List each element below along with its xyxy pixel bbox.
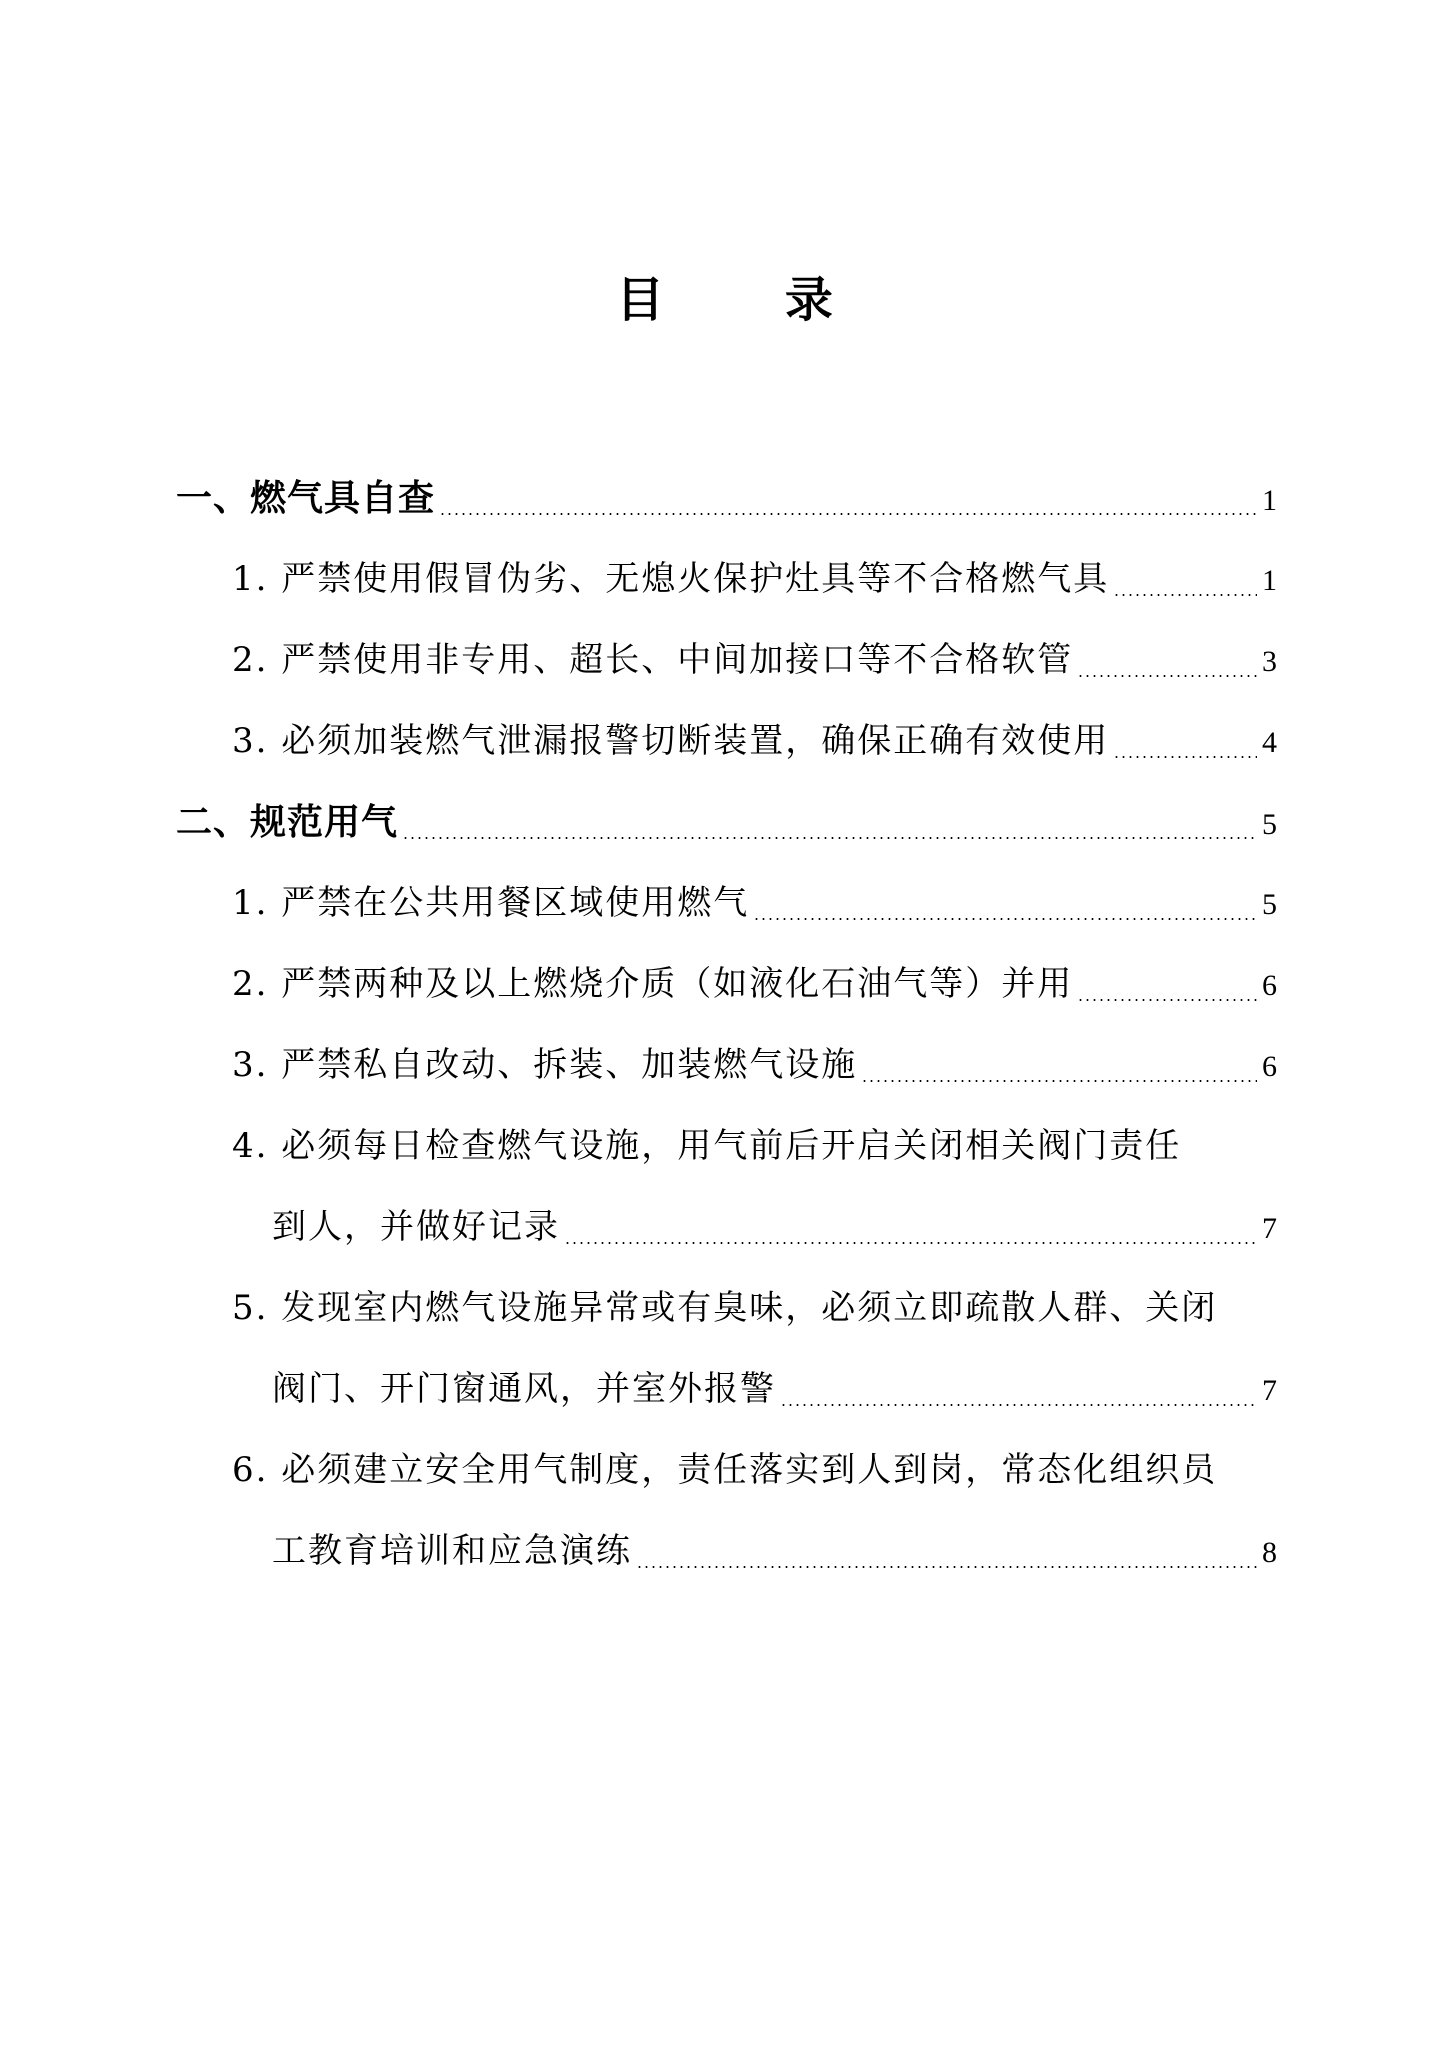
toc-item-label: 2. 严禁两种及以上燃烧介质（如液化石油气等）并用 bbox=[232, 964, 1074, 1004]
toc-item-2-1[interactable] bbox=[176, 863, 1277, 944]
toc-item-label-line2: 阀门、开门窗通风，并室外报警 bbox=[272, 1369, 776, 1409]
dot-leader bbox=[564, 1242, 1257, 1244]
toc-item-2-3[interactable] bbox=[176, 1025, 1277, 1106]
toc-item-label-line2: 工教育培训和应急演练 bbox=[272, 1531, 632, 1571]
toc-item-label-line1: 6. 必须建立安全用气制度，责任落实到人到岗，常态化组织员 bbox=[232, 1450, 1218, 1490]
dot-leader bbox=[780, 1404, 1257, 1406]
toc-page-number: 6 bbox=[1262, 969, 1277, 1002]
toc-item-2-2[interactable] bbox=[176, 944, 1277, 1025]
toc-item-label: 3. 严禁私自改动、拆装、加装燃气设施 bbox=[232, 1045, 858, 1085]
toc-page-number: 1 bbox=[1262, 564, 1277, 597]
toc-page-number: 5 bbox=[1262, 888, 1277, 921]
toc-item-label: 3. 必须加装燃气泄漏报警切断装置，确保正确有效使用 bbox=[232, 721, 1110, 761]
toc-item-label-line1: 5. 发现室内燃气设施异常或有臭味，必须立即疏散人群、关闭 bbox=[232, 1288, 1218, 1328]
toc-page-number: 4 bbox=[1262, 726, 1277, 759]
toc-item-label-line2: 到人，并做好记录 bbox=[272, 1207, 560, 1247]
dot-leader bbox=[636, 1566, 1257, 1568]
page-title: 目 录 bbox=[616, 272, 885, 328]
dot-leader bbox=[861, 1080, 1257, 1082]
toc-page-number: 7 bbox=[1262, 1212, 1277, 1245]
table-of-contents bbox=[176, 458, 1277, 1592]
toc-item-label: 1. 严禁在公共用餐区域使用燃气 bbox=[232, 883, 750, 923]
toc-item-2-5[interactable] bbox=[176, 1268, 1277, 1430]
toc-item-2-6[interactable] bbox=[176, 1430, 1277, 1592]
toc-item-1-1[interactable] bbox=[176, 539, 1277, 620]
toc-section-label: 二、规范用气 bbox=[176, 802, 399, 843]
toc-section-label: 一、燃气具自查 bbox=[176, 478, 436, 519]
toc-page-number: 3 bbox=[1262, 645, 1277, 678]
dot-leader bbox=[439, 513, 1257, 515]
toc-page-number: 5 bbox=[1262, 808, 1277, 841]
toc-page-number: 8 bbox=[1262, 1536, 1277, 1569]
toc-item-label: 1. 严禁使用假冒伪劣、无熄火保护灶具等不合格燃气具 bbox=[232, 559, 1110, 599]
dot-leader bbox=[1077, 675, 1257, 677]
toc-page-number: 1 bbox=[1262, 484, 1277, 517]
toc-item-1-3[interactable] bbox=[176, 701, 1277, 782]
toc-section-1[interactable] bbox=[176, 458, 1277, 539]
toc-page-number: 6 bbox=[1262, 1050, 1277, 1083]
toc-item-2-4[interactable] bbox=[176, 1106, 1277, 1268]
dot-leader bbox=[1113, 594, 1257, 596]
toc-item-1-2[interactable] bbox=[176, 620, 1277, 701]
toc-section-2[interactable] bbox=[176, 782, 1277, 863]
dot-leader bbox=[402, 837, 1257, 839]
toc-item-label-line1: 4. 必须每日检查燃气设施，用气前后开启关闭相关阀门责任 bbox=[232, 1126, 1182, 1166]
toc-item-label: 2. 严禁使用非专用、超长、中间加接口等不合格软管 bbox=[232, 640, 1074, 680]
dot-leader bbox=[753, 918, 1257, 920]
dot-leader bbox=[1077, 999, 1257, 1001]
toc-page-number: 7 bbox=[1262, 1374, 1277, 1407]
dot-leader bbox=[1113, 756, 1257, 758]
